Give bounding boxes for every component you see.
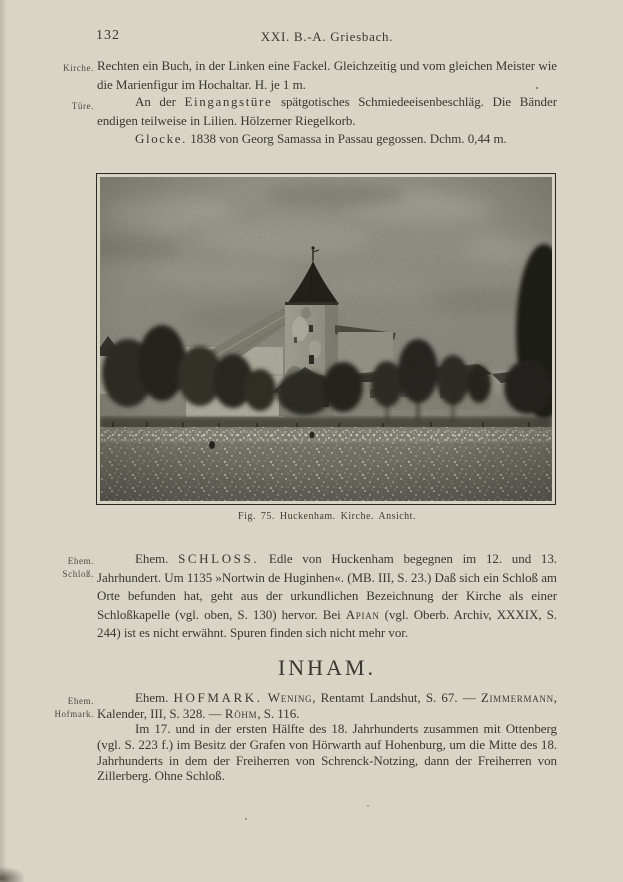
margin-note-schloss-line1: Ehem. xyxy=(67,556,94,566)
paragraph-schloss-text: Edle von Huckenham begegnen im 12. und 13. Jahrhundert. Um 1135 »Nortwin de Huginhen«. (MB. III, S. 23.) Daß sich ein Schloß am Orte befunden hat, geht aus der urkundlichen Bezeichnung der Kirche als einer Schloßkapelle (vgl. oben, S. 130) hervor. Bei xyxy=(97,551,557,622)
paragraph-hofmark-spaced-word: HOFMARK. xyxy=(173,690,263,705)
paragraph-hofmark-text: Ehem. xyxy=(135,690,174,705)
running-head: XXI. B.-A. Griesbach. xyxy=(260,29,394,44)
scan-edge-shadow xyxy=(0,0,7,880)
paragraph-schloss xyxy=(97,550,557,643)
margin-note-schloss xyxy=(36,555,94,581)
paragraph-hofmark-smallcaps-roehm: Röhm xyxy=(224,705,258,721)
margin-note-schloss-line2: Schloß. xyxy=(62,569,94,579)
paragraph-glocke xyxy=(97,130,557,149)
paper-speck xyxy=(367,805,369,807)
paragraph-hofmark-smallcaps-zimmermann: Zimmermann xyxy=(480,690,554,705)
margin-note-hofmark xyxy=(36,695,94,721)
paragraph-hofmark-text: , Rentamt Landshut, S. 67. — xyxy=(312,690,481,705)
paragraph-hofmark-text: , S. 116. xyxy=(257,705,300,721)
paragraph-schloss-spaced-word: SCHLOSS. xyxy=(178,551,260,566)
paragraph-glocke-spaced-word: Glocke. xyxy=(135,131,187,146)
paragraph-kirche-text: Rechten ein Buch, in der Linken eine Fackel. Gleichzeitig und vom gleichen Meister wie die Marienfigur im Hochaltar. H. je 1 m. xyxy=(97,58,557,92)
page-number: 132 xyxy=(96,28,120,43)
paragraph-tuere-text: An der xyxy=(135,94,185,109)
paragraph-glocke-text: 1838 von Georg Samassa in Passau gegossen. Dchm. 0,44 m. xyxy=(187,131,507,146)
paragraph-hofmark-smallcaps-wening: Wening xyxy=(267,690,313,705)
paragraph-hofmark xyxy=(97,690,557,722)
paragraph-schloss-text: (vgl. Oberb. Archiv, XXXIX, S. 244) ist es nicht erwähnt. Spuren finden sich nicht mehr vor. xyxy=(97,606,557,640)
paragraph-schloss-text: Ehem. xyxy=(135,551,179,566)
church-photo xyxy=(100,177,552,501)
margin-note-tuere: Türe. xyxy=(71,101,94,111)
paragraph-inham-body-text: Im 17. und in der ersten Hälfte des 18. Jahrhunderts zusammen mit Ottenberg (vgl. S. 223 f.) im Besitz der Grafen von Hörwarth auf Hohenburg, um die Mitte des 18. Jahrhunderts in dem der Freiherren von Schrenck-Notzing, dann der Freiherren von Zillerberg. Ohne Schloß. xyxy=(97,721,557,784)
paper-speck xyxy=(245,818,247,820)
margin-note-hofmark-line1: Ehem. xyxy=(67,696,94,706)
figure-caption: Fig. 75. Huckenham. Kirche. Ansicht. xyxy=(238,511,416,522)
paragraph-tuere-spaced-word: Eingangstüre xyxy=(184,94,273,109)
paragraph-kirche xyxy=(97,57,557,94)
paragraph-tuere xyxy=(97,93,557,130)
church-photo-figure xyxy=(96,173,556,505)
photo-vignette xyxy=(100,177,552,501)
paragraph-tuere-text: spätgotisches Schmiedeeisenbeschläg. Die Bänder endigen teilweise in Lilien. Hölzerner Riegelkorb. xyxy=(97,94,557,128)
paragraph-schloss-smallcaps-apian: Apian xyxy=(345,606,380,622)
paragraph-hofmark-text: , Kalender, III, S. 328. — xyxy=(97,690,557,721)
margin-note-kirche: Kirche. xyxy=(63,63,94,73)
section-heading-inham: INHAM. xyxy=(277,655,377,680)
margin-note-hofmark-line2: Hofmark. xyxy=(54,709,94,719)
paragraph-inham-body xyxy=(97,721,557,784)
